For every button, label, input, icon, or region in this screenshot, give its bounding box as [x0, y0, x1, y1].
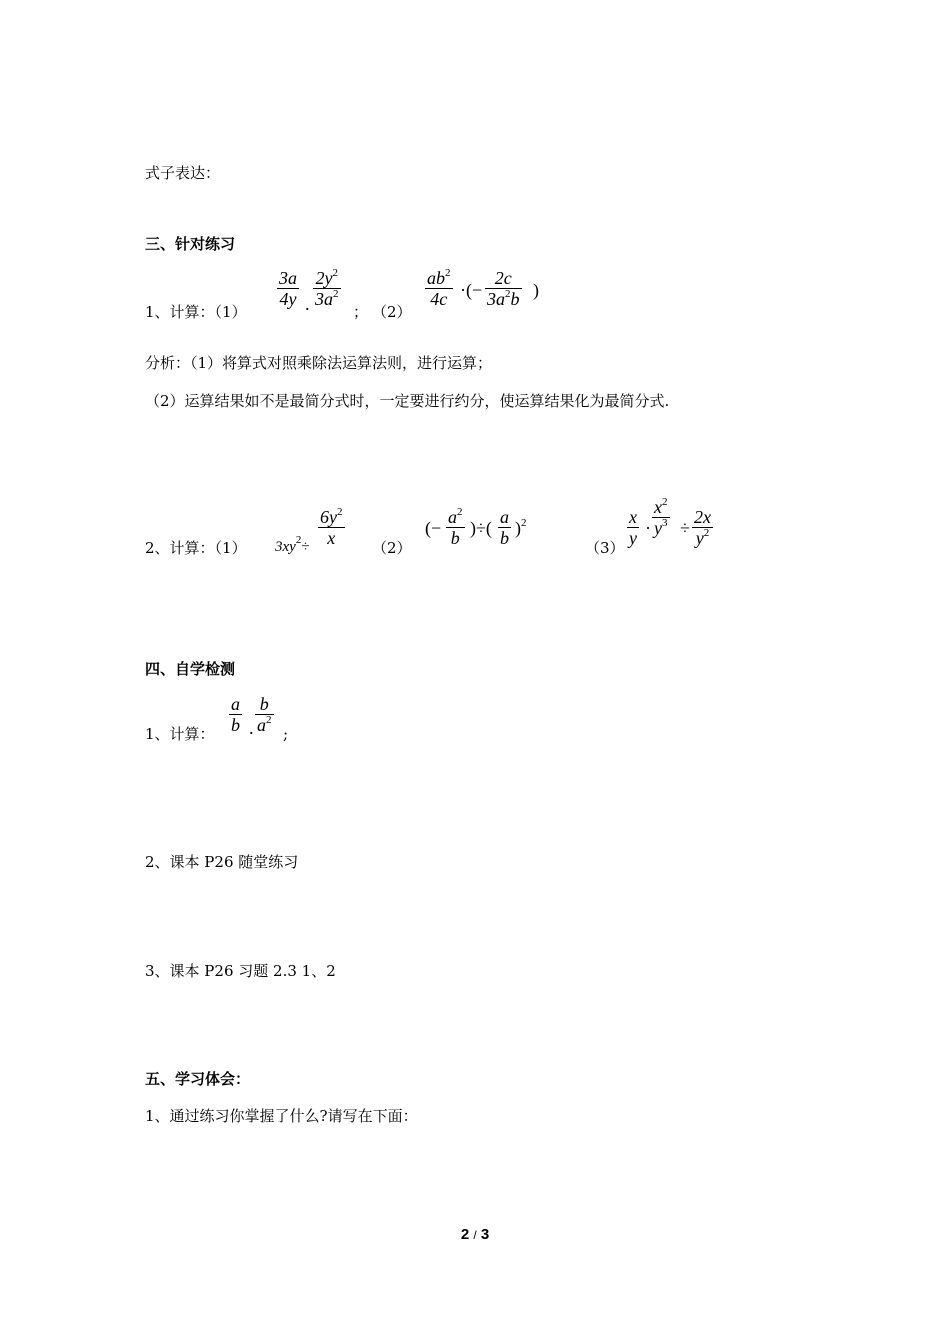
q2a-div: ÷	[301, 539, 310, 555]
section-5-title: 五、学习体会：	[145, 1070, 251, 1088]
s4-q3: 3、课本 P26 习题 2.3 1、2	[145, 962, 336, 980]
q2c-den2-exp: 3	[662, 517, 668, 529]
q2c-den2-wrap	[652, 518, 670, 538]
q2c-frac2	[652, 497, 670, 538]
q1a-num2-wrap	[313, 268, 341, 289]
q1a-num2: 2y	[315, 268, 333, 288]
q1b-den1: 4c	[430, 289, 448, 309]
section-4-title: 四、自学检测	[145, 660, 236, 678]
q1a-frac1	[277, 268, 299, 309]
q1a-frac2	[313, 268, 341, 309]
q1a-semicolon: ；	[353, 303, 369, 321]
q2b-num1-exp: 2	[457, 506, 463, 518]
q1a-dot: .	[305, 294, 310, 314]
q2b-mid: )÷(	[470, 518, 492, 538]
q2b-frac2	[498, 507, 511, 548]
q1b-den2-tail: b	[510, 289, 520, 309]
q2b-close-exp: 2	[521, 517, 527, 529]
q2b-num1-wrap	[446, 507, 465, 528]
q1a-num1: 3a	[279, 268, 297, 288]
s4-frac1	[229, 694, 242, 735]
s4-den2: a	[257, 715, 266, 735]
s4-q2: 2、课本 P26 随堂练习	[145, 853, 299, 871]
q2b-num1: a	[448, 507, 457, 527]
q1b-open: ·(−	[460, 280, 483, 300]
q1a-den2: 3a	[315, 289, 333, 309]
q2b-close-wrap	[515, 518, 527, 538]
q2a-den: x	[327, 528, 336, 548]
q2a-prefix-wrap	[275, 534, 310, 557]
q2c-den1: y	[629, 528, 637, 548]
q1b-num1-wrap	[425, 268, 453, 289]
s4-den2-exp: 2	[266, 714, 272, 726]
s4-num1: a	[231, 694, 240, 714]
q1b-close: )	[533, 280, 539, 300]
analysis-line-1: 分析：（1）将算式对照乘除法运算法则，进行运算；	[145, 354, 493, 372]
q1b-num2: 2c	[485, 268, 522, 289]
s4-den1: b	[231, 715, 240, 735]
q2c-den3-exp: 2	[703, 527, 710, 539]
s4-frac2	[255, 694, 274, 735]
q2c-dot: ·	[645, 518, 651, 538]
section-3-title: 三、针对练习	[145, 235, 236, 253]
q2b-den2: b	[500, 528, 509, 548]
q2-part3-label: （3）	[585, 539, 625, 557]
page-footer	[0, 1226, 950, 1243]
q2c-frac1	[627, 507, 639, 548]
q2a-num: 6y	[320, 507, 337, 527]
q1b-frac2	[485, 268, 522, 309]
q1b-num1-exp: 2	[445, 267, 451, 279]
s4-num2: b	[255, 694, 274, 715]
q2c-den2: y	[654, 518, 662, 538]
page-separator: /	[473, 1228, 477, 1242]
q2c-num2-exp: 2	[662, 496, 668, 508]
q2c-num1: x	[629, 507, 637, 527]
q2-label: 2、计算：（1）	[145, 539, 247, 557]
q1b-den2: 3a	[487, 289, 505, 309]
q2a-num-wrap	[318, 507, 345, 528]
q1b-den2-wrap	[485, 289, 522, 309]
q2a-prefix: 3xy	[275, 539, 296, 555]
expression-label: 式子表达：	[145, 164, 221, 182]
q2-part2-label: （2）	[372, 539, 412, 557]
analysis-line-2: （2）运算结果如不是最简分式时，一定要进行约分，使运算结果化为最简分式.	[145, 392, 670, 410]
s4-dot: .	[249, 718, 254, 738]
s4-den2-wrap	[255, 715, 274, 735]
s4-q1-label: 1、计算：	[145, 725, 215, 743]
q2c-num2: x	[654, 497, 662, 517]
q2c-num2-wrap	[652, 497, 670, 518]
q2a-num-exp: 2	[337, 506, 343, 518]
q2a-frac	[318, 507, 345, 548]
q2c-den3-wrap	[692, 528, 713, 548]
q1a-den2-wrap	[313, 289, 341, 309]
q1a-den2-exp: 2	[333, 288, 339, 300]
q2c-div: ÷	[680, 518, 690, 538]
q2b-num2: a	[500, 507, 509, 527]
q1-part2-label: （2）	[372, 303, 412, 321]
q2a-prefix-exp: 2	[295, 534, 302, 546]
q2b-close: )	[515, 518, 521, 538]
s4-semicolon: ;	[283, 725, 289, 743]
q2b-open: (−	[425, 518, 442, 538]
page-number: 2	[460, 1226, 470, 1243]
q2c-den3: y	[695, 528, 704, 548]
q2b-den1: b	[450, 528, 460, 548]
q1-label: 1、计算：（1）	[145, 303, 247, 321]
q1a-num2-exp: 2	[332, 267, 338, 279]
page-total: 3	[480, 1226, 490, 1243]
q1b-frac1	[425, 268, 453, 309]
q1b-den2-exp: 2	[505, 288, 511, 300]
q2c-num3: 2x	[694, 507, 711, 527]
q1a-den1: 4y	[279, 289, 297, 309]
q2c-frac3	[692, 507, 713, 548]
q2b-frac1	[446, 507, 465, 548]
q1b-num1: ab	[427, 268, 445, 288]
s5-q1: 1、通过练习你掌握了什么?请写在下面：	[145, 1107, 418, 1125]
